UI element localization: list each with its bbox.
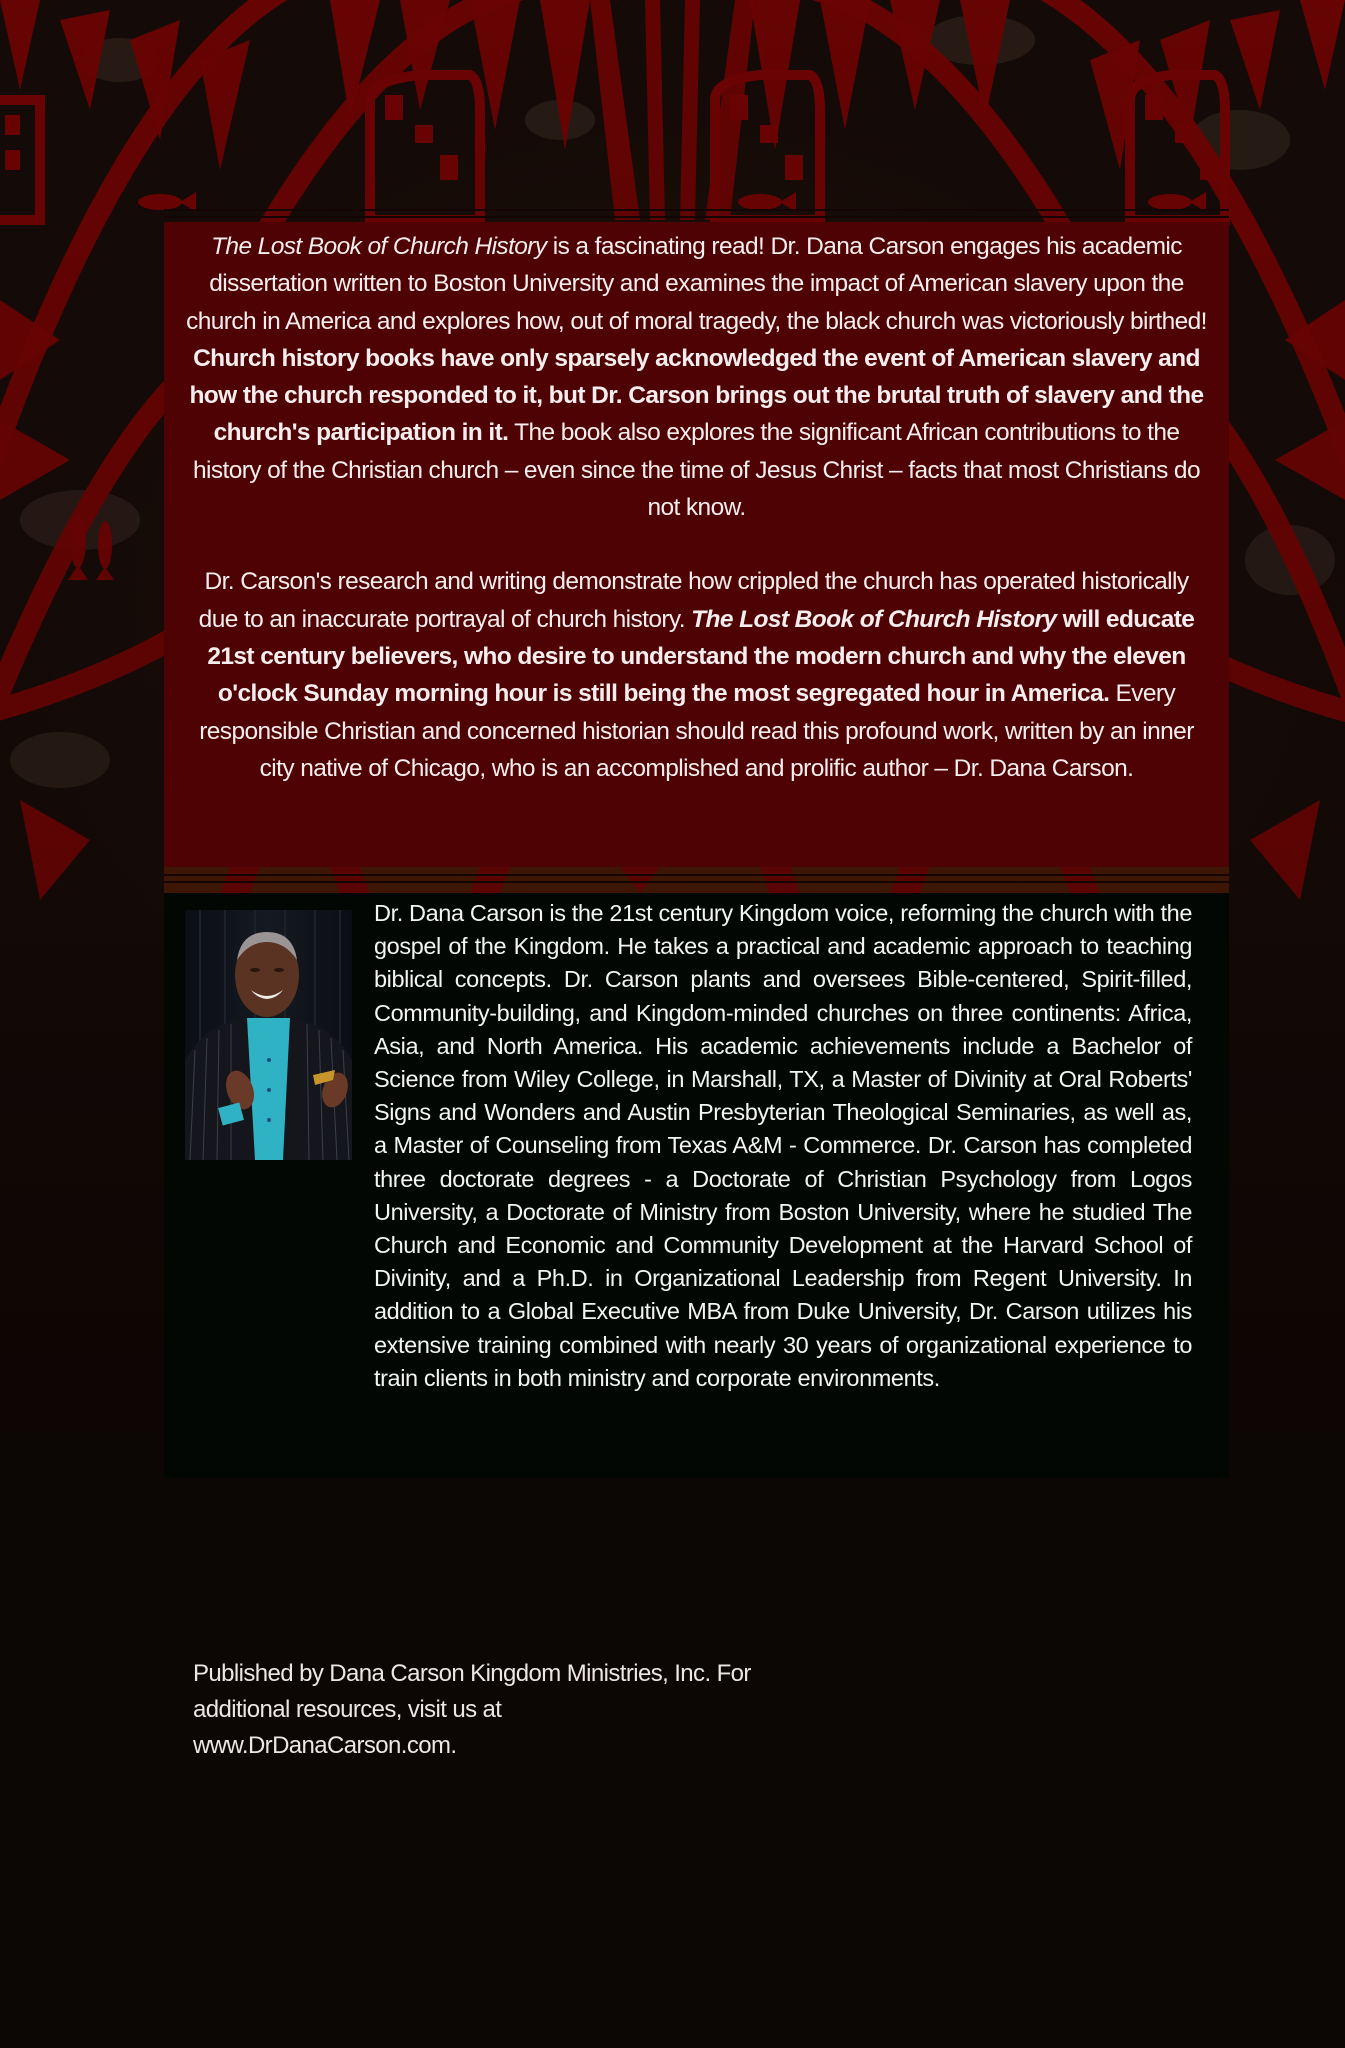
description-paragraph-1 <box>182 228 1211 526</box>
middle-rule-1 <box>164 874 1229 876</box>
author-bio-panel <box>164 893 1229 1478</box>
description-emphasis: will educate 21st century believers, who desire to understand the modern church and why the eleven o'clock Sunday morning hour is still being the most segregated hour in America. <box>207 605 1195 708</box>
book-description-panel <box>164 222 1229 867</box>
middle-rule-2 <box>164 881 1229 883</box>
author-portrait-icon <box>185 910 352 1160</box>
author-photo <box>185 910 352 1160</box>
description-text: Dr. Carson's research and writing demonstrate how crippled the church has operated historically due to an inaccurate portrayal of church history. <box>198 568 1189 633</box>
book-title-bold-italic: The Lost Book of Church History <box>691 605 1057 633</box>
book-title-italic: The Lost Book of Church History <box>211 233 547 260</box>
top-rule-1 <box>164 209 1229 211</box>
description-paragraph-2 <box>182 563 1211 787</box>
description-emphasis: Church history books have only sparsely acknowledged the event of American slavery and how the church responded to it, but Dr. Carson brings out the brutal truth of slavery and the church's participation in it. <box>189 344 1204 447</box>
description-text: Every responsible Christian and concerned historian should read this profound work, written by an inner city native of Chicago, who is an accomplished and prolific author – Dr. Dana Carson. <box>199 680 1194 782</box>
description-text: The book also explores the significant African contributions to the history of the Christian church – even since the time of Jesus Christ – facts that most Christians do not know. <box>193 419 1200 522</box>
top-rule-2 <box>164 216 1229 218</box>
publisher-info: Published by Dana Carson Kingdom Ministries, Inc. For additional resources, visit us at www.DrDanaCarson.com. <box>193 1660 751 1759</box>
author-bio: Dr. Dana Carson is the 21st century Kingdom voice, reforming the church with the gospel of the Kingdom. He takes a practical and academic approach to teaching biblical concepts. Dr. Carson plants and oversees Bible-centered, Spirit-filled, Community-building, and Kingdom-minded churches on three continents: Africa, Asia, and North America. His academic achievements include a Bachelor of Science from Wiley College, in Marshall, TX, a Master of Divinity at Oral Roberts' Signs and Wonders and Austin Presbyterian Theological Seminaries, as well as, a Master of Counseling from Texas A&M - Commerce. Dr. Carson has completed three doctorate degrees - a Doctorate of Christian Psychology from Logos University, a Doctorate of Ministry from Boston University, where he studied The Church and Economic and Community Development at the Harvard School of Divinity, and a Ph.D. in Organizational Leadership from Regent University. In addition to a Global Executive MBA from Duke University, Dr. Carson utilizes his extensive training combined with nearly 30 years of organizational experience to train clients in both ministry and corporate environments. <box>374 900 1192 1391</box>
description-text: is a fascinating read! Dr. Dana Carson engages his academic dissertation written to Boston University and examines the impact of American slavery upon the church in America and explores how, out of moral tragedy, the black church was victoriously birthed! <box>186 233 1207 335</box>
